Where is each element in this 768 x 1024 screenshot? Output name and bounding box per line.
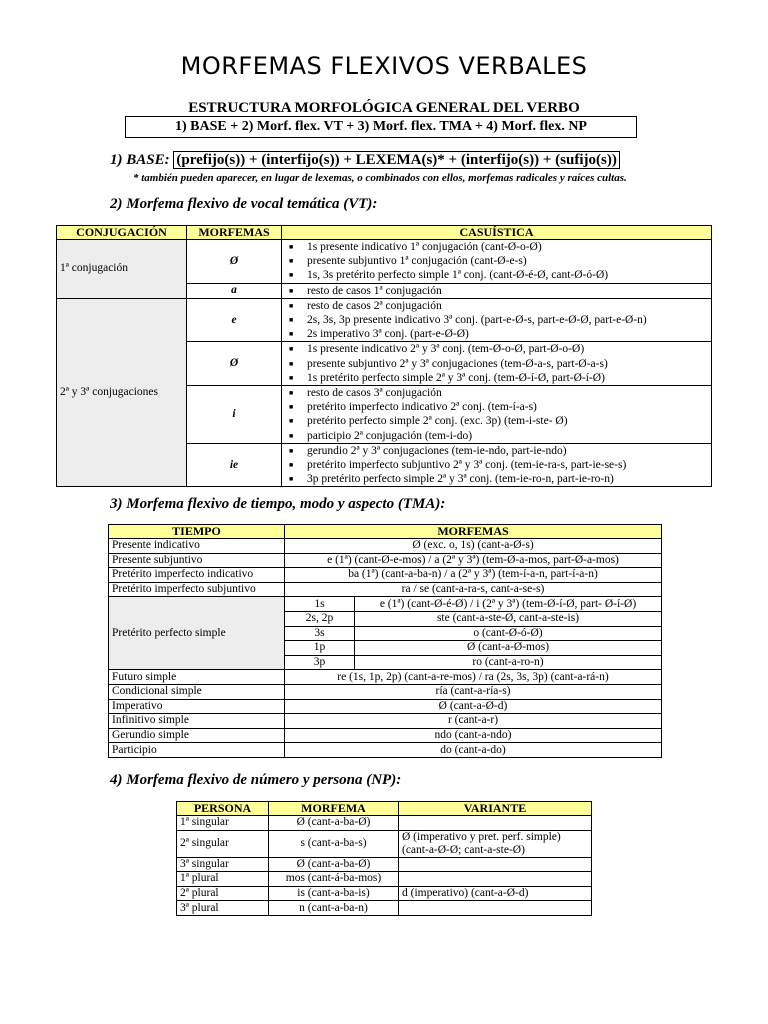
- vt-item: ■ resto de casos 1ª conjugación: [307, 284, 708, 298]
- tma-tiempo: Infinitivo simple: [109, 714, 285, 729]
- tma-morfemas: ra / se (cant-a-ra-s, cant-a-se-s): [285, 582, 662, 597]
- np-persona: 1ª plural: [177, 872, 269, 887]
- subtitle: ESTRUCTURA MORFOLÓGICA GENERAL DEL VERBO: [188, 100, 580, 116]
- np-variante: Ø (imperativo y pret. perf. simple) (cant-a-Ø-Ø; cant-a-ste-Ø): [399, 830, 592, 857]
- vt-item: ■ 1s pretérito perfecto simple 2ª y 3ª conj. (tem-Ø-í-Ø, part-Ø-í-Ø): [307, 371, 708, 385]
- tma-persona: 3p: [285, 655, 355, 670]
- vt-item: ■ pretérito perfecto simple 2ª conj. (exc. 3p) (tem-i-ste- Ø): [307, 414, 708, 428]
- np-morfema: Ø (cant-a-ba-Ø): [269, 857, 399, 872]
- conj-1: 1ª conjugación: [57, 240, 187, 299]
- tma-perfecto-tiempo: Pretérito perfecto simple: [109, 597, 285, 670]
- vt-header-conj: CONJUGACIÓN: [57, 226, 187, 240]
- tma-morfemas: e (1ª) (cant-Ø-e-mos) / a (2ª y 3ª) (tem-Ø-a-mos, part-Ø-a-mos): [285, 553, 662, 568]
- vt-item: ■ gerundio 2ª y 3ª conjugaciones (tem-ie-ndo, part-ie-ndo): [307, 444, 708, 458]
- general-formula: 1) BASE + 2) Morf. flex. VT + 3) Morf. flex. TMA + 4) Morf. flex. NP: [125, 116, 637, 138]
- vt-item: ■ presente subjuntivo 2ª y 3ª conjugaciones (tem-Ø-a-s, part-Ø-a-s): [307, 357, 708, 371]
- np-variante: d (imperativo) (cant-a-Ø-d): [399, 886, 592, 901]
- tma-tiempo: Futuro simple: [109, 670, 285, 685]
- vt-morfema: i: [187, 386, 282, 444]
- np-persona: 1ª singular: [177, 816, 269, 831]
- np-header-morfema: MORFEMA: [269, 802, 399, 816]
- vt-morfema: a: [187, 283, 282, 298]
- tma-morfemas: e (1ª) (cant-Ø-é-Ø) / i (2ª y 3ª) (tem-Ø-í-Ø, part- Ø-í-Ø): [355, 597, 662, 612]
- section4-heading: 4) Morfema flexivo de número y persona (NP):: [110, 772, 402, 788]
- vt-header-morf: MORFEMAS: [187, 226, 282, 240]
- np-morfema: Ø (cant-a-ba-Ø): [269, 816, 399, 831]
- base-section: [110, 152, 620, 169]
- vt-item: ■ presente subjuntivo 1ª conjugación (cant-Ø-e-s): [307, 254, 708, 268]
- section3-heading: 3) Morfema flexivo de tiempo, modo y aspecto (TMA):: [110, 496, 446, 512]
- vt-morfema: Ø: [187, 240, 282, 284]
- np-morfema: is (cant-a-ba-is): [269, 886, 399, 901]
- tma-morfemas: r (cant-a-r): [285, 714, 662, 729]
- tma-tiempo: Condicional simple: [109, 684, 285, 699]
- vt-item: ■ 1s presente indicativo 2ª y 3ª conj. (tem-Ø-o-Ø, part-Ø-o-Ø): [307, 342, 708, 356]
- tma-persona: 1p: [285, 641, 355, 656]
- vt-item: ■ resto de casos 3ª conjugación: [307, 386, 708, 400]
- vt-item: ■ pretérito imperfecto indicativo 2ª conj. (tem-í-a-s): [307, 400, 708, 414]
- tma-morfemas: o (cant-Ø-ó-Ø): [355, 626, 662, 641]
- vt-item: ■ resto de casos 2ª conjugación: [307, 299, 708, 313]
- tma-header-morfemas: MORFEMAS: [285, 525, 662, 539]
- tma-table: [108, 524, 662, 758]
- tma-morfemas: ro (cant-a-ro-n): [355, 655, 662, 670]
- vt-morfema: Ø: [187, 342, 282, 386]
- np-morfema: s (cant-a-ba-s): [269, 830, 399, 857]
- tma-tiempo: Imperativo: [109, 699, 285, 714]
- vt-item: ■ 3p pretérito perfecto simple 2ª y 3ª conj. (tem-ie-ro-n, part-ie-ro-n): [307, 472, 708, 486]
- page-title: MORFEMAS FLEXIVOS VERBALES: [180, 52, 588, 80]
- np-header-variante: VARIANTE: [399, 802, 592, 816]
- section2-heading: 2) Morfema flexivo de vocal temática (VT):: [110, 196, 378, 212]
- tma-persona: 1s: [285, 597, 355, 612]
- tma-tiempo: Pretérito imperfecto indicativo: [109, 568, 285, 583]
- tma-persona: 3s: [285, 626, 355, 641]
- np-variante: [399, 872, 592, 887]
- base-note: * también pueden aparecer, en lugar de lexemas, o combinados con ellos, morfemas radicales y raíces cultas.: [133, 172, 627, 184]
- vt-item: ■ participio 2ª conjugación (tem-i-do): [307, 429, 708, 443]
- tma-morfemas: do (cant-a-do): [285, 743, 662, 758]
- np-persona: 3ª singular: [177, 857, 269, 872]
- tma-tiempo: Participio: [109, 743, 285, 758]
- tma-tiempo: Presente subjuntivo: [109, 553, 285, 568]
- np-morfema: n (cant-a-ba-n): [269, 901, 399, 916]
- tma-tiempo: Presente indicativo: [109, 539, 285, 554]
- vt-table: [56, 225, 712, 487]
- tma-persona: 2s, 2p: [285, 611, 355, 626]
- tma-morfemas: ría (cant-a-ría-s): [285, 684, 662, 699]
- np-variante: [399, 857, 592, 872]
- vt-item: ■ 1s, 3s pretérito perfecto simple 1ª conj. (cant-Ø-é-Ø, cant-Ø-ó-Ø): [307, 268, 708, 282]
- base-formula: (prefijo(s)) + (interfijo(s)) + LEXEMA(s)* + (interfijo(s)) + (sufijo(s)): [173, 151, 619, 169]
- np-header-persona: PERSONA: [177, 802, 269, 816]
- tma-morfemas: ste (cant-a-ste-Ø, cant-a-ste-is): [355, 611, 662, 626]
- tma-header-tiempo: TIEMPO: [109, 525, 285, 539]
- base-label: 1) BASE:: [110, 152, 170, 168]
- vt-item: ■ pretérito imperfecto subjuntivo 2ª y 3ª conj. (tem-ie-ra-s, part-ie-se-s): [307, 458, 708, 472]
- tma-morfemas: Ø (cant-a-Ø-mos): [355, 641, 662, 656]
- vt-item: ■ 2s, 3s, 3p presente indicativo 3ª conj. (part-e-Ø-s, part-e-Ø-Ø, part-e-Ø-n): [307, 313, 708, 327]
- np-variante: [399, 816, 592, 831]
- tma-tiempo: Gerundio simple: [109, 728, 285, 743]
- np-morfema: mos (cant-á-ba-mos): [269, 872, 399, 887]
- np-persona: 2ª plural: [177, 886, 269, 901]
- np-persona: 2ª singular: [177, 830, 269, 857]
- tma-morfemas: Ø (exc. o, 1s) (cant-a-Ø-s): [285, 539, 662, 554]
- vt-header-cas: CASUÍSTICA: [282, 226, 712, 240]
- np-variante: [399, 901, 592, 916]
- np-persona: 3ª plural: [177, 901, 269, 916]
- tma-morfemas: ndo (cant-a-ndo): [285, 728, 662, 743]
- conj-23: 2ª y 3ª conjugaciones: [57, 298, 187, 487]
- tma-morfemas: Ø (cant-a-Ø-d): [285, 699, 662, 714]
- vt-item: ■ 2s imperativo 3ª conj. (part-e-Ø-Ø): [307, 327, 708, 341]
- tma-morfemas: ba (1ª) (cant-a-ba-n) / a (2ª y 3ª) (tem-í-a-n, part-í-a-n): [285, 568, 662, 583]
- vt-morfema: ie: [187, 443, 282, 487]
- tma-morfemas: re (1s, 1p, 2p) (cant-a-re-mos) / ra (2s, 3s, 3p) (cant-a-rá-n): [285, 670, 662, 685]
- np-table: [176, 801, 592, 916]
- vt-item: ■ 1s presente indicativo 1ª conjugación (cant-Ø-o-Ø): [307, 240, 708, 254]
- vt-morfema: e: [187, 298, 282, 342]
- tma-tiempo: Pretérito imperfecto subjuntivo: [109, 582, 285, 597]
